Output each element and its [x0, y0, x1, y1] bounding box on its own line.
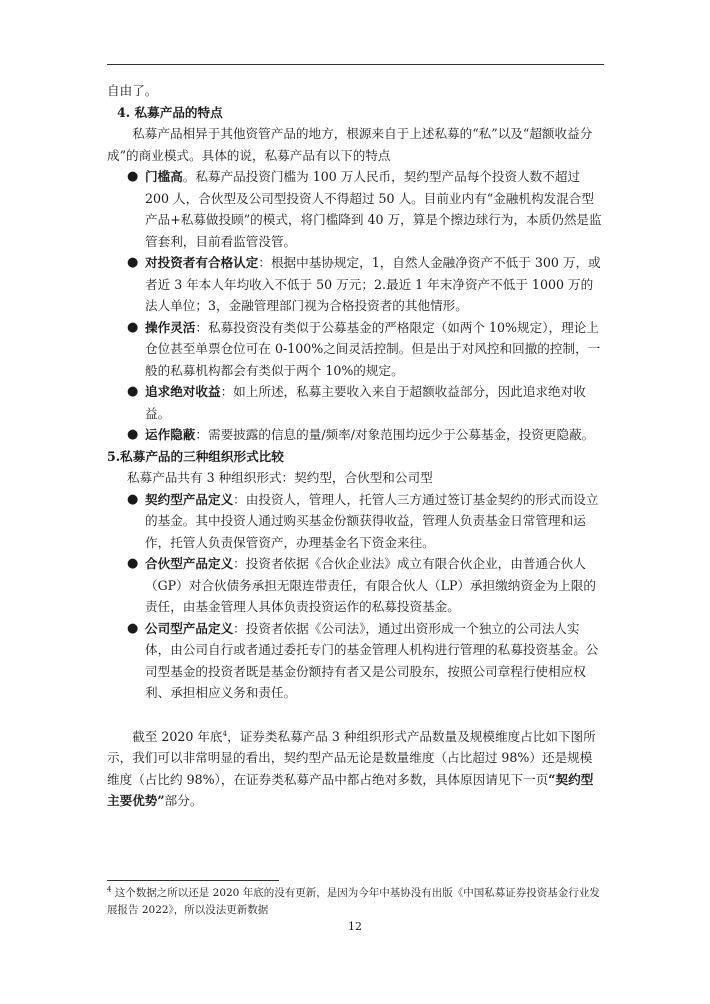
header-rule: [107, 64, 604, 65]
bullet-separator: 。: [182, 169, 196, 184]
bullet-term: 运作隐蔽: [145, 427, 196, 442]
bullet-separator: ：: [233, 620, 246, 636]
page-body: [107, 80, 604, 812]
list-item: [107, 489, 604, 554]
bullet-separator: ：: [233, 491, 246, 507]
bullet-icon: ●: [127, 319, 139, 335]
section-5-bullet-list: [107, 489, 604, 704]
closing-text-1: 截至 2020 年底: [132, 728, 223, 744]
paragraph-spacer: [107, 704, 604, 726]
bullet-icon: ●: [127, 169, 139, 184]
section-4-intro: 私募产品相异于其他资管产品的地方，根源来自于上述私募的“私”以及“超额收益分成”的商业模式。具体的说，私募产品有以下的特点: [107, 126, 593, 163]
footnote-reference[interactable]: 4: [222, 729, 228, 738]
list-item: [107, 166, 604, 252]
bullet-text: 需要披露的信息的量/频率/对象范围均远少于公募基金，投资更隐蔽。: [207, 427, 595, 442]
section-5-heading: 5.私募产品的三种组织形式比较: [107, 448, 284, 464]
bullet-term: 操作灵活: [145, 319, 196, 335]
footnote-text: 这个数据之所以还是 2020 年底的没有更新，是因为今年中基协没有出版《中国私募证券投资基金行业发展报告 2022》，所以没法更新数据: [107, 887, 600, 916]
bullet-term: 公司型产品定义: [145, 620, 234, 636]
list-item: [107, 553, 604, 618]
list-item: [107, 424, 604, 446]
bullet-separator: ：: [195, 319, 208, 335]
bullet-text: 由投资人，管理人，托管人三方通过签订基金契约的形式而设立的基金。其中投资人通过购买基金份额获得收益，管理人负责基金日常管理和运作，托管人负责保管资产，办理基金名下资金来往。: [145, 491, 599, 550]
list-item: [107, 618, 604, 704]
bullet-term: 门槛高: [145, 169, 183, 184]
bullet-text: 私募投资没有类似于公募基金的严格限定（如两个 10%规定），理论上仓位甚至单票仓位可在 0-100%之间灵活控制。但是出于对风控和回撤的控制，一般的私募机构都会有类似于两个 10%的规定。: [145, 319, 601, 378]
bullet-separator: ：: [233, 556, 246, 571]
closing-text-2: ，证券类私募产品 3 种组织形式产品数量及规模维度占比如下图所示，我们可以非常明显的看出，契约型产品无论是数量维度（占比超过 98%）还是规模维度（占比约 98%），在证券类私募产品中都占绝对多数，具体原因请见下一页: [107, 728, 596, 787]
bullet-icon: ●: [127, 556, 139, 571]
bullet-term: 追求绝对收益: [145, 384, 221, 399]
bullet-separator: ：: [195, 427, 208, 442]
bullet-icon: ●: [127, 255, 139, 270]
list-item: [107, 381, 604, 424]
continuation-text: 自由了。: [107, 83, 158, 98]
closing-paragraph: [107, 726, 604, 812]
section-5-intro: 私募产品共有 3 种组织形式：契约型，合伙型和公司型: [127, 470, 433, 485]
bullet-icon: ●: [127, 427, 139, 442]
bullet-term: 合伙型产品定义: [145, 556, 234, 571]
bullet-text: 根据中基协规定，1，自然人金融净资产不低于 300 万，或者近 3 年本人年均收入不低于 50 万元；2.最近 1 年末净资产不低于 1000 万的法人单位；3，金融管理部门视为合格投资者的其他情形。: [145, 255, 601, 313]
bullet-separator: ：: [258, 255, 271, 270]
bullet-text: 投资者依据《公司法》，通过出资形成一个独立的公司法人实体，由公司自行或者通过委托专门的基金管理人机构进行管理的私募投资基金。公司型基金的投资者既是基金份额持有者又是公司股东，按照公司章程行使相应权利、承担相应义务和责任。: [145, 620, 599, 700]
list-item: [107, 252, 604, 317]
page-number: 12: [348, 920, 362, 933]
closing-emphasis: “契约型主要优势”: [107, 771, 594, 808]
bullet-icon: ●: [127, 620, 139, 636]
bullet-text: 投资者依据《合伙企业法》成立有限合伙企业，由普通合伙人（GP）对合伙债务承担无限连带责任，有限合伙人（LP）承担缴纳资金为上限的责任，由基金管理人具体负责投资运作的私募投资基金。: [145, 556, 596, 614]
footnote: [107, 885, 604, 919]
list-item: [107, 317, 604, 382]
footnote-rule: [107, 880, 279, 881]
bullet-term: 契约型产品定义: [145, 491, 234, 507]
closing-text-3: 部分。: [164, 793, 203, 808]
bullet-icon: ●: [127, 491, 139, 507]
bullet-term: 对投资者有合格认定: [145, 255, 259, 270]
footnote-marker: 4: [107, 885, 112, 894]
bullet-text: 私募产品投资门槛为 100 万人民币，契约型产品每个投资人数不超过 200 人，合伙型及公司型投资人不得超过 50 人。目前业内有“金融机构发混合型产品+私募做投顾”的模式，将门槛降到 40 万，算是个擦边球行为，本质仍然是监管套利，目前看监管没管。: [145, 169, 602, 249]
section-4-heading: 4. 私募产品的特点: [117, 104, 223, 120]
section-4-bullet-list: [107, 166, 604, 446]
bullet-text: 如上所述，私募主要收入来自于超额收益部分，因此追求绝对收益。: [145, 384, 586, 421]
bullet-separator: ：: [220, 384, 234, 399]
bullet-icon: ●: [127, 384, 139, 399]
